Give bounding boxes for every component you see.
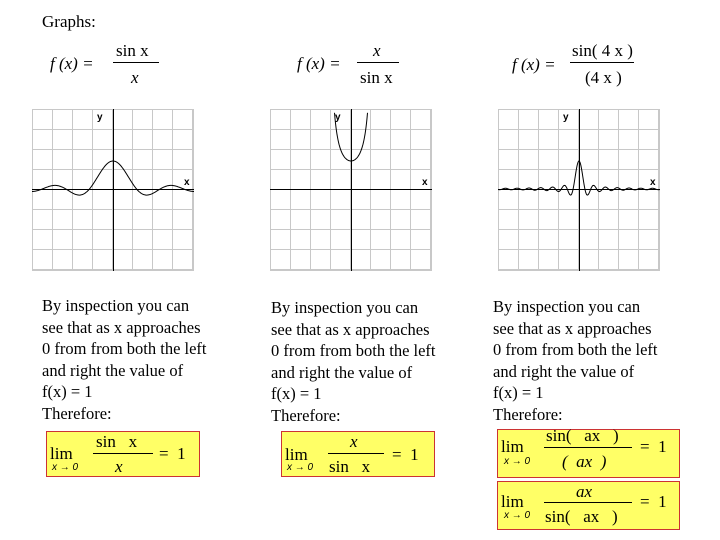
y-axis-label: y [335, 112, 341, 123]
limit-denominator: x [115, 457, 123, 476]
limit-lim: lim [285, 445, 308, 464]
limit-box-2 [281, 431, 435, 477]
limit-numerator: sin( ax ) [546, 426, 619, 445]
limit-fraction-bar [328, 453, 384, 454]
page-title: Graphs: [42, 12, 96, 31]
x-axis-label: x [650, 177, 656, 188]
graph-sinx-over-x [32, 109, 194, 271]
function-1-denominator: x [131, 68, 139, 87]
limit-numerator: sin x [96, 432, 138, 451]
limit-denominator: sin x [329, 457, 371, 476]
description-line: By inspection you can [42, 296, 190, 315]
description-1 [42, 295, 242, 424]
limit-box-4 [497, 481, 680, 530]
description-line: By inspection you can [271, 298, 419, 317]
description-line: and right the value of [271, 362, 413, 382]
description-line: and right the value of [493, 361, 635, 381]
limit-lim: lim [501, 492, 524, 511]
y-axis-label: y [97, 112, 103, 123]
graph-sin4x-over-4x [498, 109, 660, 271]
graph-x-over-sinx [270, 109, 432, 271]
limit-subscript: x → 0 [52, 462, 79, 473]
function-2-fraction-bar [357, 62, 399, 63]
description-line: 0 from from both the left [493, 340, 658, 359]
limit-fraction-bar [93, 453, 153, 454]
function-3-fraction-bar [570, 62, 634, 63]
limit-box-1 [46, 431, 200, 477]
function-3-numerator: sin( 4 x ) [572, 41, 633, 60]
y-axis-label: y [563, 112, 569, 123]
function-1-lhs: f (x) = [50, 54, 94, 73]
description-line: Therefore: [493, 404, 563, 424]
limit-denominator: sin( ax ) [545, 507, 618, 526]
limit-lim: lim [501, 437, 524, 456]
limit-subscript: x → 0 [287, 462, 314, 473]
limit-equals: = 1 [392, 445, 419, 464]
limit-subscript: x → 0 [504, 510, 531, 521]
x-axis-label: x [422, 177, 428, 188]
description-3 [493, 296, 693, 425]
limit-fraction-bar [544, 502, 632, 503]
limit-denominator: ( ax ) [562, 452, 607, 471]
description-line: f(x) = 1 [271, 384, 322, 403]
description-line: 0 from from both the left [42, 339, 207, 358]
limit-numerator: x [350, 432, 358, 451]
description-2 [271, 297, 471, 426]
function-2-numerator: x [373, 41, 381, 60]
description-line: Therefore: [42, 403, 112, 423]
description-line: see that as x approaches [493, 318, 652, 338]
description-line: f(x) = 1 [493, 383, 544, 402]
function-1-numerator: sin x [116, 41, 149, 60]
limit-box-3 [497, 426, 680, 478]
description-line: see that as x approaches [271, 319, 430, 339]
description-line: see that as x approaches [42, 317, 201, 337]
limit-numerator: ax [576, 482, 593, 501]
limit-equals: = 1 [640, 492, 667, 511]
limit-equals: = 1 [640, 437, 667, 456]
limit-lim: lim [50, 444, 73, 463]
description-line: Therefore: [271, 405, 341, 425]
description-line: 0 from from both the left [271, 341, 436, 360]
function-3-denominator: (4 x ) [585, 68, 622, 87]
description-line: and right the value of [42, 360, 184, 380]
function-2-denominator: sin x [360, 68, 393, 87]
function-1-fraction-bar [113, 62, 159, 63]
description-line: By inspection you can [493, 297, 641, 316]
x-axis-label: x [184, 177, 190, 188]
function-3-lhs: f (x) = [512, 55, 556, 74]
function-2-lhs: f (x) = [297, 54, 341, 73]
description-line: f(x) = 1 [42, 382, 93, 401]
limit-subscript: x → 0 [504, 456, 531, 467]
limit-equals: = 1 [159, 444, 186, 463]
limit-fraction-bar [544, 447, 632, 448]
